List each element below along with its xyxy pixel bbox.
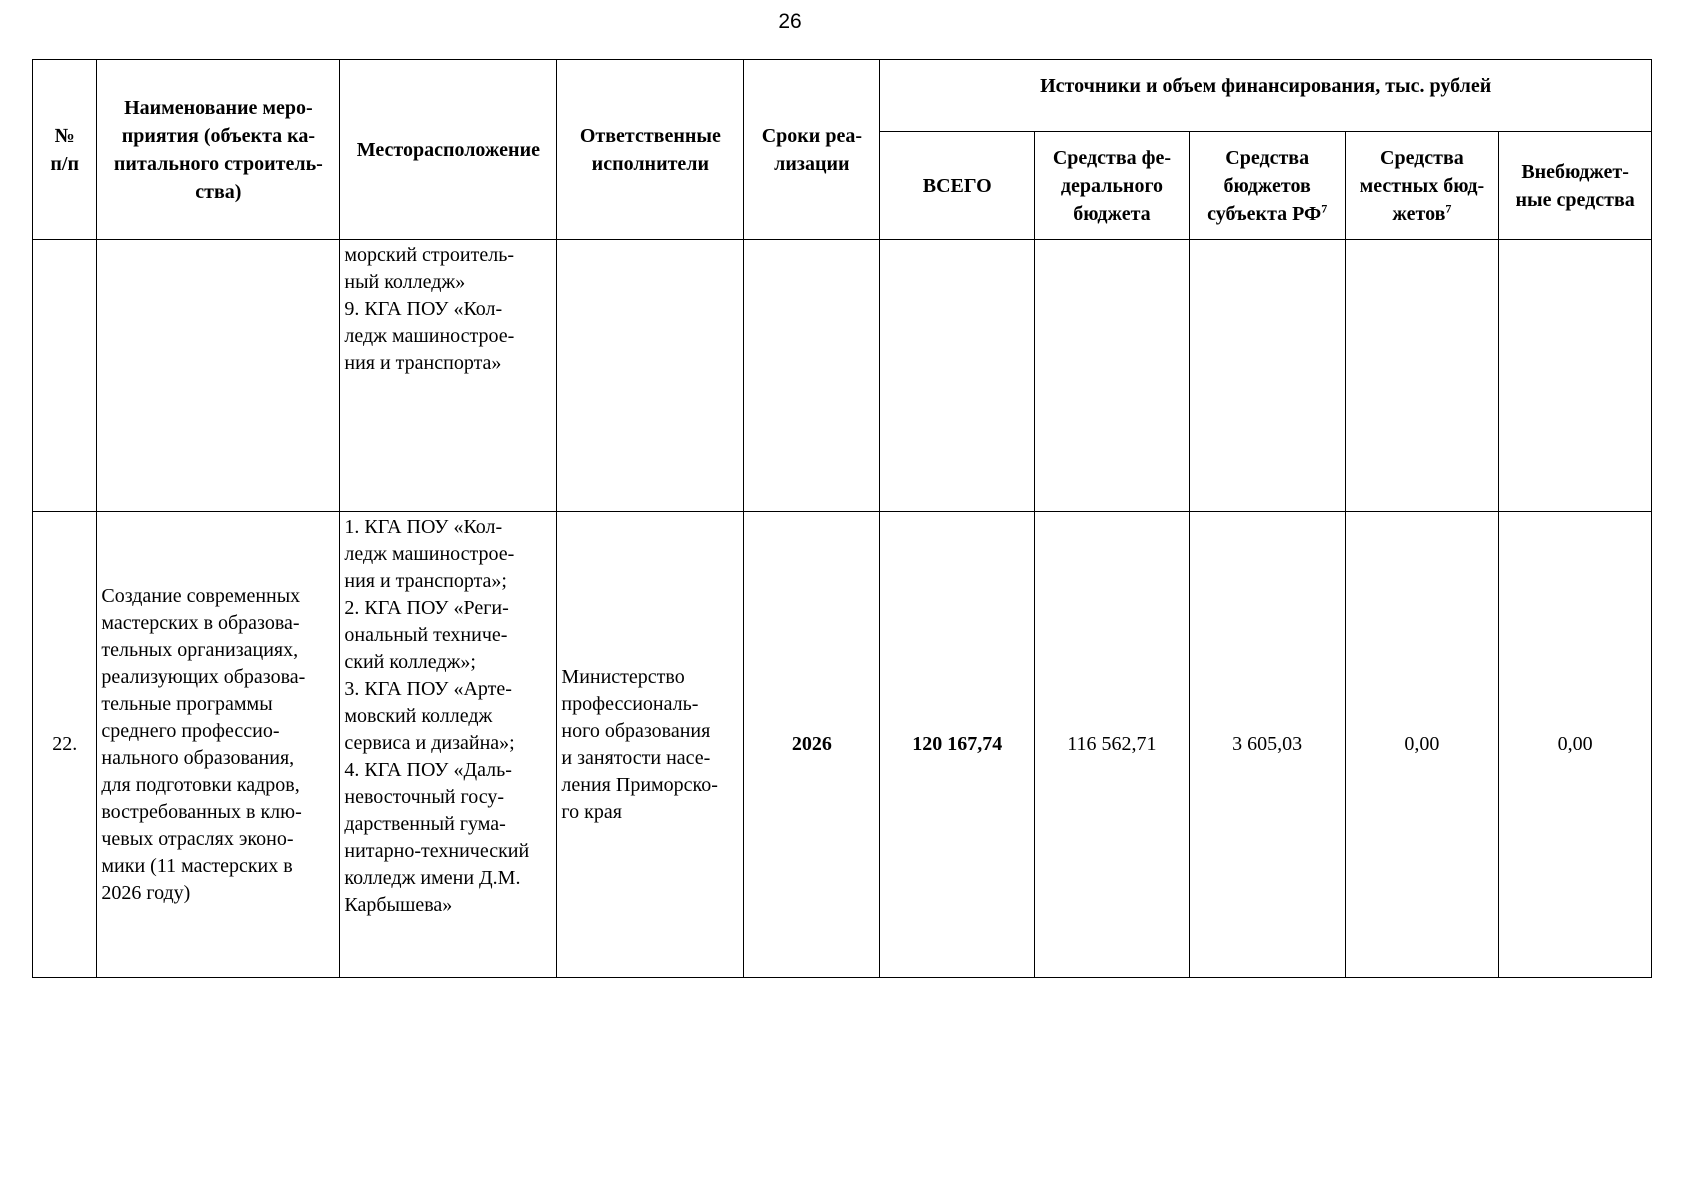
row-federal: 116 562,71 [1035, 512, 1190, 978]
header-num: № п/п [33, 60, 97, 240]
row-location: 1. КГА ПОУ «Кол- ледж машинострое- ния и транспорта»; 2. КГА ПОУ «Реги- ональный техниче- ский колледж»; 3. КГА ПОУ «Арте- мовский колледж сервиса и дизайна»; 4. КГА ПОУ «Даль- невосточный госу- дарственный гума- нитарно-технический колледж имени Д.М. Карбышева» [340, 512, 557, 978]
row-subject [1189, 240, 1345, 512]
row-local [1345, 240, 1499, 512]
header-extra: Внебюджет- ные средства [1499, 132, 1652, 240]
row-extra [1499, 240, 1652, 512]
header-subject-note: 7 [1321, 200, 1328, 215]
header-local-note: 7 [1445, 200, 1452, 215]
row-name [97, 240, 340, 512]
row-num: 22. [33, 512, 97, 978]
row-total [880, 240, 1035, 512]
table-header-row-1 [33, 60, 1652, 132]
row-local: 0,00 [1345, 512, 1499, 978]
row-name: Создание современных мастерских в образова- тельных организациях, реализующих образова- тельные программы среднего профессио- нального образования, для подготовки кадров, востребованных в клю- чевых отраслях эконо- мики (11 мастерских в 2026 году) [97, 512, 340, 978]
header-subject-cell [1189, 132, 1345, 240]
row-federal [1035, 240, 1190, 512]
funding-table [32, 59, 1652, 978]
header-federal: Средства фе- дерального бюджета [1035, 132, 1190, 240]
header-name: Наименование меро- приятия (объекта ка- питального строитель- ства) [97, 60, 340, 240]
row-subject: 3 605,03 [1189, 512, 1345, 978]
row-executors: Министерство профессиональ- ного образования и занятости насе- ления Приморско- го края [557, 512, 744, 978]
header-local: Средства местных бюд- жетов [1359, 146, 1485, 225]
table-row [33, 512, 1652, 978]
row-location: морский строитель- ный колледж» 9. КГА ПОУ «Кол- ледж машинострое- ния и транспорта» [340, 240, 557, 512]
row-num [33, 240, 97, 512]
row-executors [557, 240, 744, 512]
row-terms [744, 240, 880, 512]
header-subject: Средства бюджетов субъекта РФ [1207, 146, 1322, 225]
header-executors: Ответственные исполнители [557, 60, 744, 240]
row-total: 120 167,74 [880, 512, 1035, 978]
row-terms: 2026 [744, 512, 880, 978]
header-location: Месторасположение [340, 60, 557, 240]
row-extra: 0,00 [1499, 512, 1652, 978]
header-terms: Сроки реа- лизации [744, 60, 880, 240]
page-number: 26 [778, 10, 802, 33]
header-funding-group: Источники и объем финансирования, тыс. рублей [880, 60, 1652, 132]
header-total: ВСЕГО [880, 132, 1035, 240]
table-row [33, 240, 1652, 512]
header-local-cell [1345, 132, 1499, 240]
